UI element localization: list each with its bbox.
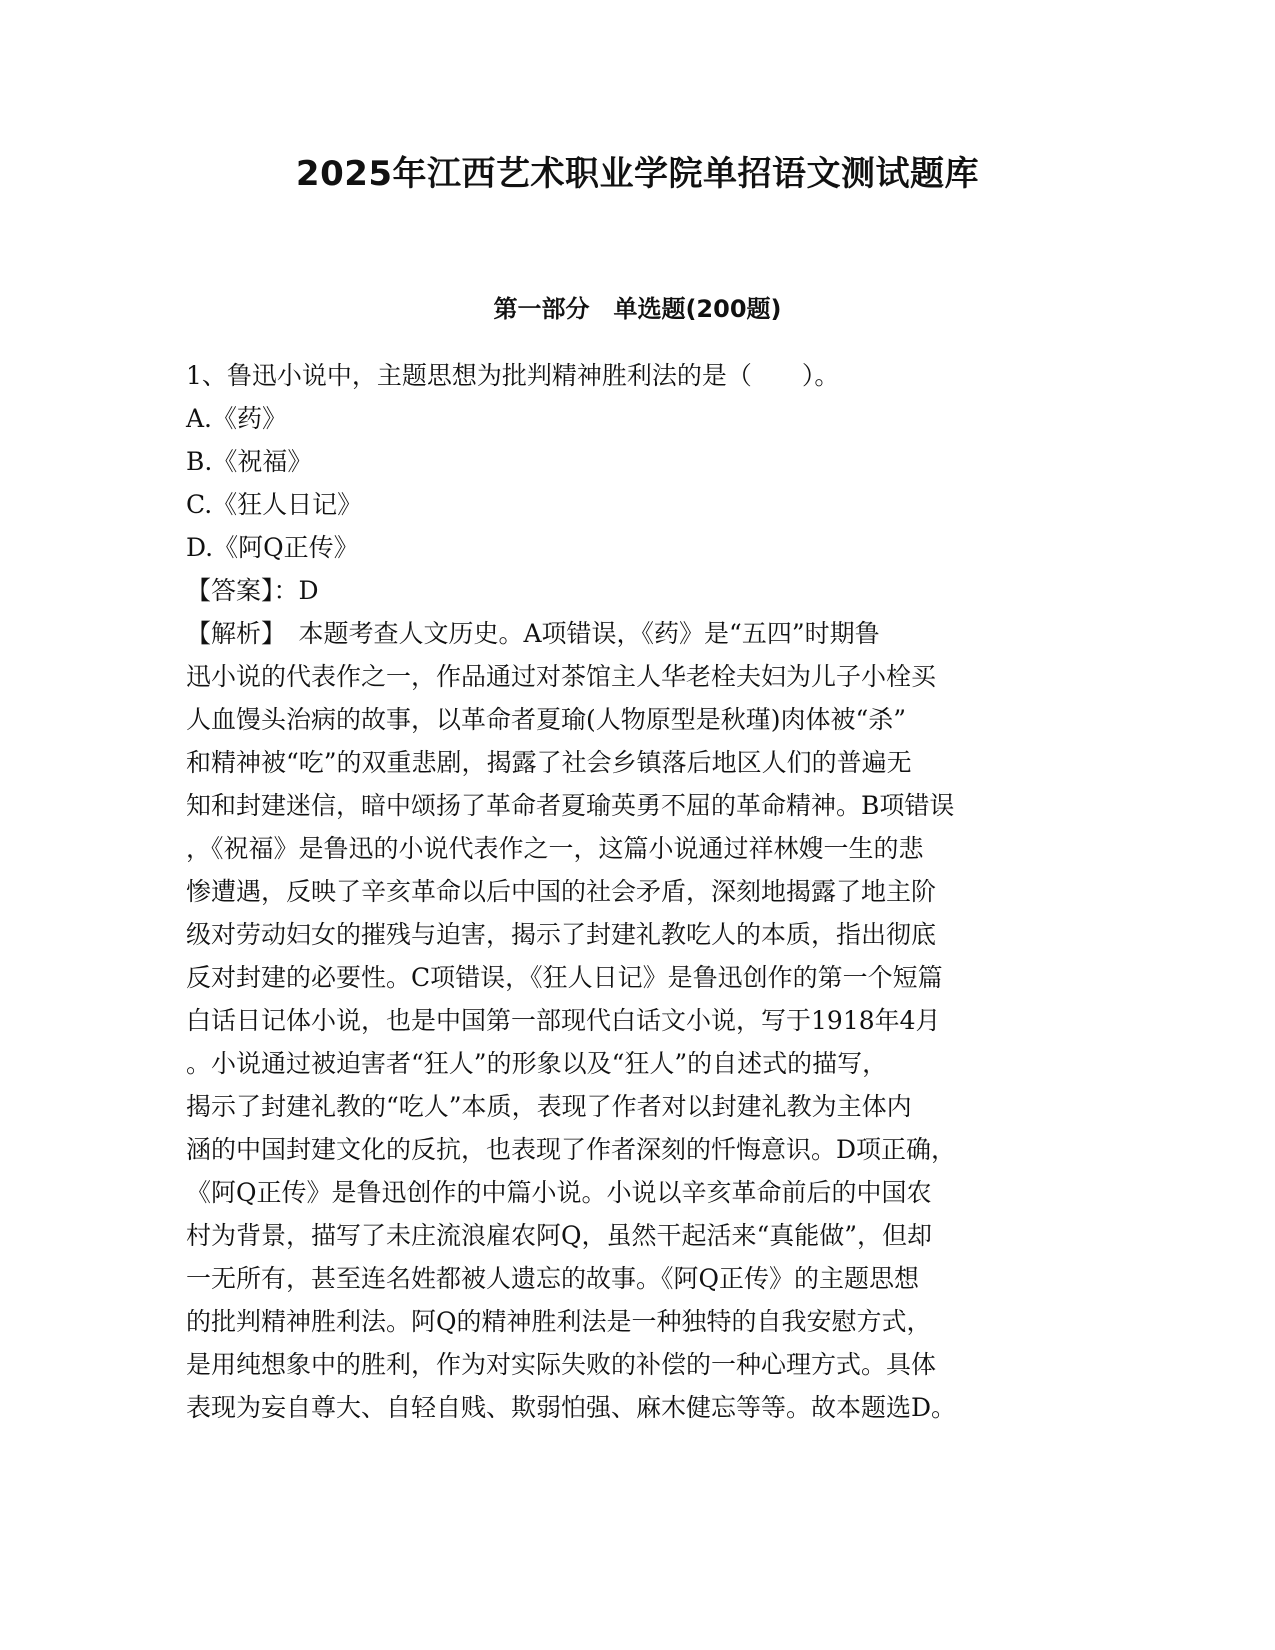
analysis-paragraph (186, 612, 1086, 1429)
analysis-line: 级对劳动妇女的摧残与迫害，揭示了封建礼教吃人的本质，指出彻底 (186, 920, 937, 949)
analysis-line: 和精神被“吃”的双重悲剧，揭露了社会乡镇落后地区人们的普遍无 (186, 748, 912, 777)
analysis-line: 反对封建的必要性。C项错误，《狂人日记》是鲁迅创作的第一个短篇 (186, 963, 943, 992)
analysis-line: 白话日记体小说，也是中国第一部现代白话文小说，写于1918年4月 (186, 1006, 941, 1035)
document-title: 2025年江西艺术职业学院单招语文测试题库 (295, 154, 980, 194)
analysis-line: 是用纯想象中的胜利，作为对实际失败的补偿的一种心理方式。具体 (186, 1350, 937, 1379)
analysis-line: 《阿Q正传》是鲁迅创作的中篇小说。小说以辛亥革命前后的中国农 (186, 1178, 932, 1207)
option-a: A.《药》 (186, 404, 288, 433)
option-d: D.《阿Q正传》 (186, 533, 359, 562)
question-stem: 1、鲁迅小说中，主题思想为批判精神胜利法的是（ ）。 (186, 361, 840, 390)
analysis-line: 。小说通过被迫害者“狂人”的形象以及“狂人”的自述式的描写， (186, 1049, 888, 1078)
analysis-line: 揭示了封建礼教的“吃人”本质，表现了作者对以封建礼教为主体内 (186, 1092, 912, 1121)
answer-line: 【答案】：D (186, 576, 319, 605)
question-block (186, 354, 1086, 1429)
analysis-line: 村为背景，描写了未庄流浪雇农阿Q，虽然干起活来“真能做”，但却 (186, 1221, 933, 1250)
analysis-line: 惨遭遇，反映了辛亥革命以后中国的社会矛盾，深刻地揭露了地主阶 (186, 877, 937, 906)
analysis-line: 人血馒头治病的故事，以革命者夏瑜(人物原型是秋瑾)肉体被“杀” (186, 705, 907, 734)
analysis-line: 【解析】 本题考查人文历史。A项错误，《药》是“五四”时期鲁 (186, 619, 880, 648)
analysis-line: 一无所有，甚至连名姓都被人遗忘的故事。《阿Q正传》的主题思想 (186, 1264, 919, 1293)
analysis-line: 的批判精神胜利法。阿Q的精神胜利法是一种独特的自我安慰方式， (186, 1307, 932, 1336)
analysis-line: 表现为妄自尊大、自轻自贱、欺弱怕强、麻木健忘等等。故本题选D。 (186, 1393, 957, 1422)
option-b: B.《祝福》 (186, 447, 313, 476)
analysis-line: 迅小说的代表作之一，作品通过对茶馆主人华老栓夫妇为儿子小栓买 (186, 662, 937, 691)
section-heading: 第一部分 单选题(200题) (493, 295, 782, 323)
analysis-line: ，《祝福》是鲁迅的小说代表作之一，这篇小说通过祥林嫂一生的悲 (186, 834, 924, 863)
analysis-line: 涵的中国封建文化的反抗，也表现了作者深刻的忏悔意识。D项正确， (186, 1135, 957, 1164)
analysis-line: 知和封建迷信，暗中颂扬了革命者夏瑜英勇不屈的革命精神。B项错误 (186, 791, 955, 820)
option-c: C.《狂人日记》 (186, 490, 363, 519)
